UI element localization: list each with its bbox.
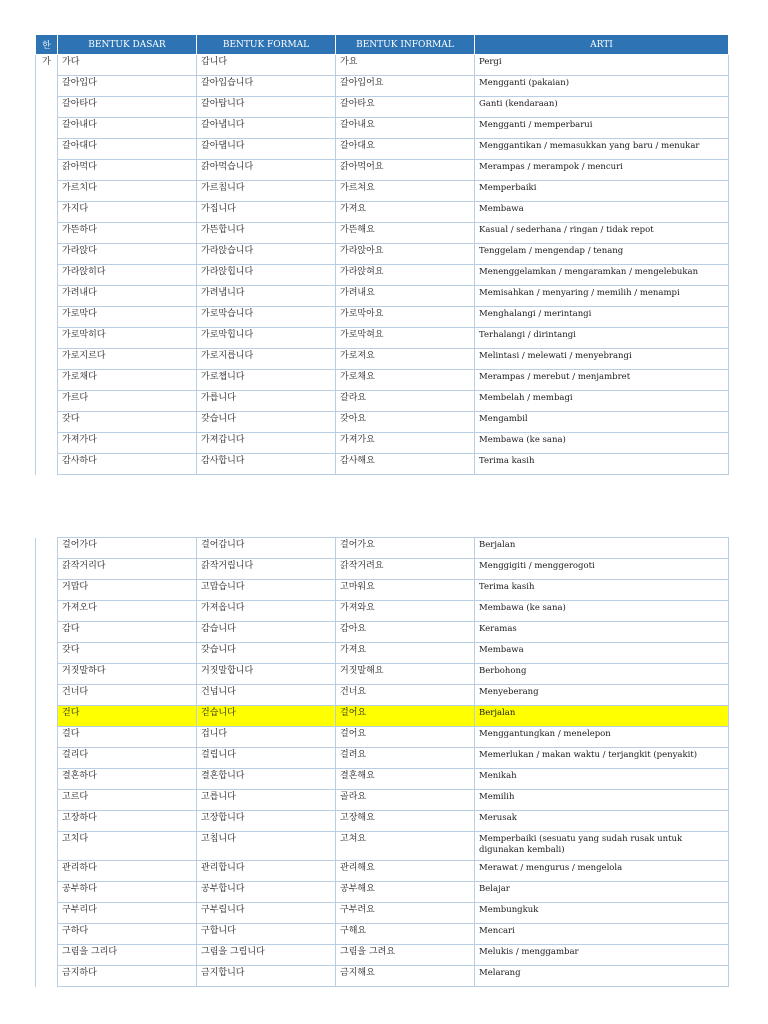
group-index-cell	[36, 160, 58, 181]
cell-bentuk-dasar: 구하다	[58, 924, 197, 945]
cell-bentuk-dasar: 건너다	[58, 685, 197, 706]
table-row	[36, 882, 729, 903]
cell-bentuk-informal: 가려내요	[336, 286, 475, 307]
cell-bentuk-dasar: 갈아입다	[58, 76, 197, 97]
cell-arti: Berjalan	[475, 706, 729, 727]
cell-bentuk-formal: 가르칩니다	[197, 181, 336, 202]
cell-bentuk-dasar: 거맙다	[58, 580, 197, 601]
group-index-cell	[36, 265, 58, 286]
cell-bentuk-informal: 가로막아요	[336, 307, 475, 328]
cell-bentuk-dasar: 걸어가다	[58, 538, 197, 559]
cell-bentuk-formal: 갈아입습니다	[197, 76, 336, 97]
cell-bentuk-dasar: 고치다	[58, 832, 197, 861]
cell-bentuk-formal: 금지합니다	[197, 966, 336, 987]
group-index-cell	[36, 538, 58, 559]
cell-arti: Melarang	[475, 966, 729, 987]
cell-bentuk-informal: 가라앉혀요	[336, 265, 475, 286]
table-row	[36, 244, 729, 265]
cell-bentuk-informal: 가요	[336, 55, 475, 76]
cell-bentuk-informal: 가져와요	[336, 601, 475, 622]
cell-bentuk-informal: 가르쳐요	[336, 181, 475, 202]
cell-arti: Memilih	[475, 790, 729, 811]
cell-bentuk-dasar: 가라앉히다	[58, 265, 197, 286]
cell-arti: Membungkuk	[475, 903, 729, 924]
cell-bentuk-formal: 가릅니다	[197, 391, 336, 412]
cell-bentuk-formal: 걷습니다	[197, 706, 336, 727]
group-index-cell	[36, 412, 58, 433]
table-row	[36, 966, 729, 987]
table-row	[36, 748, 729, 769]
table-row	[36, 433, 729, 454]
group-index-cell	[36, 328, 58, 349]
cell-bentuk-dasar: 고르다	[58, 790, 197, 811]
cell-bentuk-formal: 갉아먹습니다	[197, 160, 336, 181]
cell-bentuk-formal: 구부립니다	[197, 903, 336, 924]
cell-bentuk-formal: 가려냅니다	[197, 286, 336, 307]
cell-bentuk-informal: 감아요	[336, 622, 475, 643]
cell-arti: Ganti (kendaraan)	[475, 97, 729, 118]
cell-bentuk-dasar: 갖다	[58, 412, 197, 433]
cell-bentuk-informal: 가라앉아요	[336, 244, 475, 265]
cell-bentuk-formal: 가집니다	[197, 202, 336, 223]
cell-bentuk-formal: 건넙니다	[197, 685, 336, 706]
group-index-cell	[36, 748, 58, 769]
cell-arti: Melukis / menggambar	[475, 945, 729, 966]
table-row	[36, 706, 729, 727]
cell-bentuk-dasar: 가르다	[58, 391, 197, 412]
cell-arti: Merampas / merebut / menjambret	[475, 370, 729, 391]
cell-arti: Terima kasih	[475, 454, 729, 475]
group-index-cell	[36, 966, 58, 987]
cell-bentuk-formal: 겁니다	[197, 727, 336, 748]
cell-arti: Memerlukan / makan waktu / terjangkit (penyakit)	[475, 748, 729, 769]
table-row	[36, 223, 729, 244]
cell-bentuk-dasar: 가로지르다	[58, 349, 197, 370]
cell-bentuk-formal: 갖습니다	[197, 643, 336, 664]
cell-bentuk-informal: 고마워요	[336, 580, 475, 601]
cell-bentuk-dasar: 걸리다	[58, 748, 197, 769]
group-index-cell	[36, 433, 58, 454]
cell-bentuk-informal: 갉아먹어요	[336, 160, 475, 181]
cell-arti: Terima kasih	[475, 580, 729, 601]
cell-bentuk-formal: 가라앉힙니다	[197, 265, 336, 286]
cell-bentuk-dasar: 갖다	[58, 643, 197, 664]
header-bentuk-formal: BENTUK FORMAL	[197, 35, 336, 55]
cell-arti: Berbohong	[475, 664, 729, 685]
cell-bentuk-informal: 골라요	[336, 790, 475, 811]
cell-bentuk-dasar: 갈아대다	[58, 139, 197, 160]
cell-bentuk-formal: 갈아냅니다	[197, 118, 336, 139]
cell-arti: Membelah / membagi	[475, 391, 729, 412]
header-arti: ARTI	[475, 35, 729, 55]
cell-bentuk-informal: 구해요	[336, 924, 475, 945]
group-index-cell	[36, 790, 58, 811]
cell-bentuk-formal: 고맙습니다	[197, 580, 336, 601]
group-index-cell	[36, 391, 58, 412]
cell-arti: Menggantungkan / menelepon	[475, 727, 729, 748]
cell-bentuk-dasar: 가다	[58, 55, 197, 76]
group-index-cell	[36, 685, 58, 706]
table-body-2	[36, 538, 729, 987]
cell-bentuk-informal: 갈아입어요	[336, 76, 475, 97]
table-row	[36, 559, 729, 580]
group-index-cell	[36, 97, 58, 118]
cell-arti: Kasual / sederhana / ringan / tidak repot	[475, 223, 729, 244]
cell-arti: Tenggelam / mengendap / tenang	[475, 244, 729, 265]
cell-bentuk-informal: 고장해요	[336, 811, 475, 832]
cell-bentuk-dasar: 관리하다	[58, 861, 197, 882]
group-index-cell	[36, 811, 58, 832]
cell-bentuk-dasar: 가려내다	[58, 286, 197, 307]
table-row	[36, 286, 729, 307]
cell-bentuk-informal: 갖아요	[336, 412, 475, 433]
cell-bentuk-dasar: 갉작거리다	[58, 559, 197, 580]
group-index-cell	[36, 559, 58, 580]
table-row	[36, 328, 729, 349]
cell-bentuk-informal: 걸어요	[336, 706, 475, 727]
vocab-section-2	[35, 537, 729, 987]
group-index-cell	[36, 601, 58, 622]
vocab-table-2	[35, 537, 729, 987]
cell-bentuk-informal: 가져가요	[336, 433, 475, 454]
cell-bentuk-formal: 갖습니다	[197, 412, 336, 433]
header-bentuk-dasar: BENTUK DASAR	[58, 35, 197, 55]
cell-bentuk-dasar: 가져오다	[58, 601, 197, 622]
table-row	[36, 811, 729, 832]
group-index-cell	[36, 286, 58, 307]
group-index-cell	[36, 769, 58, 790]
cell-arti: Mengganti (pakaian)	[475, 76, 729, 97]
cell-bentuk-dasar: 결혼하다	[58, 769, 197, 790]
cell-bentuk-formal: 가져갑니다	[197, 433, 336, 454]
cell-bentuk-informal: 갈아내요	[336, 118, 475, 139]
header-bentuk-informal: BENTUK INFORMAL	[336, 35, 475, 55]
group-index-cell	[36, 832, 58, 861]
group-index-cell	[36, 643, 58, 664]
group-index-cell	[36, 349, 58, 370]
cell-bentuk-dasar: 공부하다	[58, 882, 197, 903]
cell-bentuk-formal: 가져옵니다	[197, 601, 336, 622]
cell-bentuk-dasar: 갈아내다	[58, 118, 197, 139]
table-row	[36, 861, 729, 882]
table-row	[36, 76, 729, 97]
group-index-cell	[36, 118, 58, 139]
cell-bentuk-dasar: 걷다	[58, 706, 197, 727]
cell-bentuk-formal: 고릅니다	[197, 790, 336, 811]
cell-bentuk-informal: 금지해요	[336, 966, 475, 987]
cell-bentuk-dasar: 구부리다	[58, 903, 197, 924]
table-row	[36, 265, 729, 286]
table-row	[36, 601, 729, 622]
cell-arti: Membawa (ke sana)	[475, 433, 729, 454]
cell-bentuk-dasar: 가로막히다	[58, 328, 197, 349]
table-row	[36, 139, 729, 160]
cell-bentuk-dasar: 가지다	[58, 202, 197, 223]
cell-bentuk-informal: 걸어요	[336, 727, 475, 748]
cell-arti: Menggigiti / menggerogoti	[475, 559, 729, 580]
table-row	[36, 538, 729, 559]
table-row	[36, 769, 729, 790]
cell-bentuk-formal: 거짓말합니다	[197, 664, 336, 685]
table-row	[36, 160, 729, 181]
cell-bentuk-informal: 가뜬해요	[336, 223, 475, 244]
cell-bentuk-informal: 결혼해요	[336, 769, 475, 790]
group-index-cell	[36, 664, 58, 685]
cell-bentuk-informal: 걸어가요	[336, 538, 475, 559]
cell-arti: Merusak	[475, 811, 729, 832]
table-row	[36, 832, 729, 861]
cell-bentuk-dasar: 갉아먹다	[58, 160, 197, 181]
cell-bentuk-formal: 공부합니다	[197, 882, 336, 903]
cell-bentuk-informal: 감사해요	[336, 454, 475, 475]
cell-bentuk-informal: 가로채요	[336, 370, 475, 391]
table-row	[36, 55, 729, 76]
cell-bentuk-dasar: 가로막다	[58, 307, 197, 328]
cell-bentuk-formal: 갑니다	[197, 55, 336, 76]
cell-bentuk-formal: 결혼합니다	[197, 769, 336, 790]
cell-bentuk-informal: 가로막혀요	[336, 328, 475, 349]
table-row	[36, 580, 729, 601]
cell-bentuk-formal: 가로막습니다	[197, 307, 336, 328]
cell-arti: Terhalangi / dirintangi	[475, 328, 729, 349]
table-row	[36, 181, 729, 202]
cell-bentuk-formal: 가로챕니다	[197, 370, 336, 391]
cell-bentuk-informal: 고쳐요	[336, 832, 475, 861]
cell-arti: Memisahkan / menyaring / memilih / menampi	[475, 286, 729, 307]
cell-bentuk-dasar: 가르치다	[58, 181, 197, 202]
table-row	[36, 391, 729, 412]
group-index-cell	[36, 945, 58, 966]
cell-bentuk-informal: 갈라요	[336, 391, 475, 412]
table-header-row	[36, 35, 729, 55]
cell-bentuk-formal: 구합니다	[197, 924, 336, 945]
cell-arti: Mencari	[475, 924, 729, 945]
vocab-table-1	[35, 35, 729, 475]
cell-bentuk-formal: 고장합니다	[197, 811, 336, 832]
group-index-cell	[36, 924, 58, 945]
table-row	[36, 307, 729, 328]
table-row	[36, 664, 729, 685]
cell-arti: Berjalan	[475, 538, 729, 559]
cell-bentuk-informal: 가져요	[336, 202, 475, 223]
table-row	[36, 945, 729, 966]
group-index-cell	[36, 181, 58, 202]
cell-arti: Menenggelamkan / mengaramkan / mengelebukan	[475, 265, 729, 286]
group-index-cell	[36, 727, 58, 748]
cell-bentuk-formal: 고칩니다	[197, 832, 336, 861]
table-row	[36, 903, 729, 924]
cell-bentuk-formal: 감사합니다	[197, 454, 336, 475]
cell-bentuk-dasar: 감사하다	[58, 454, 197, 475]
cell-arti: Keramas	[475, 622, 729, 643]
cell-bentuk-formal: 관리합니다	[197, 861, 336, 882]
cell-arti: Menggantikan / memasukkan yang baru / menukar	[475, 139, 729, 160]
cell-arti: Melintasi / melewati / menyebrangi	[475, 349, 729, 370]
cell-bentuk-formal: 걸어갑니다	[197, 538, 336, 559]
cell-bentuk-formal: 갉작거립니다	[197, 559, 336, 580]
cell-bentuk-dasar: 거짓말하다	[58, 664, 197, 685]
group-index-cell	[36, 903, 58, 924]
table-body-1	[36, 55, 729, 475]
cell-bentuk-dasar: 가라앉다	[58, 244, 197, 265]
table-row	[36, 727, 729, 748]
cell-arti: Mengganti / memperbarui	[475, 118, 729, 139]
cell-bentuk-formal: 감습니다	[197, 622, 336, 643]
group-index-cell	[36, 223, 58, 244]
group-index-cell	[36, 370, 58, 391]
group-index-cell	[36, 454, 58, 475]
table-row	[36, 685, 729, 706]
cell-arti: Menyeberang	[475, 685, 729, 706]
cell-bentuk-informal: 그림을 그려요	[336, 945, 475, 966]
cell-arti: Pergi	[475, 55, 729, 76]
table-row	[36, 924, 729, 945]
cell-bentuk-informal: 가로져요	[336, 349, 475, 370]
cell-bentuk-formal: 가로지릅니다	[197, 349, 336, 370]
cell-bentuk-formal: 갈아댑니다	[197, 139, 336, 160]
cell-bentuk-dasar: 가로채다	[58, 370, 197, 391]
cell-bentuk-formal: 가뜬합니다	[197, 223, 336, 244]
table-row	[36, 349, 729, 370]
group-index-cell	[36, 861, 58, 882]
header-index: 한	[36, 35, 58, 55]
cell-arti: Membawa	[475, 202, 729, 223]
cell-bentuk-dasar: 가뜬하다	[58, 223, 197, 244]
cell-bentuk-informal: 건너요	[336, 685, 475, 706]
cell-bentuk-formal: 그림을 그립니다	[197, 945, 336, 966]
group-index-cell	[36, 622, 58, 643]
table-row	[36, 790, 729, 811]
cell-bentuk-dasar: 걸다	[58, 727, 197, 748]
cell-bentuk-formal: 갈아탑니다	[197, 97, 336, 118]
group-index-cell	[36, 580, 58, 601]
cell-arti: Merampas / merampok / mencuri	[475, 160, 729, 181]
cell-bentuk-formal: 걸립니다	[197, 748, 336, 769]
group-index-cell	[36, 139, 58, 160]
cell-arti: Merawat / mengurus / mengelola	[475, 861, 729, 882]
cell-arti: Membawa (ke sana)	[475, 601, 729, 622]
cell-bentuk-formal: 가라앉습니다	[197, 244, 336, 265]
cell-bentuk-dasar: 감다	[58, 622, 197, 643]
cell-arti: Belajar	[475, 882, 729, 903]
cell-bentuk-informal: 거짓말해요	[336, 664, 475, 685]
cell-bentuk-informal: 가져요	[336, 643, 475, 664]
cell-bentuk-informal: 갈아대요	[336, 139, 475, 160]
group-index-cell: 가	[36, 55, 58, 76]
table-row	[36, 643, 729, 664]
cell-bentuk-dasar: 갈아타다	[58, 97, 197, 118]
cell-bentuk-formal: 가로막힙니다	[197, 328, 336, 349]
cell-bentuk-informal: 걸려요	[336, 748, 475, 769]
cell-bentuk-dasar: 가져가다	[58, 433, 197, 454]
cell-bentuk-informal: 갉작거려요	[336, 559, 475, 580]
cell-bentuk-informal: 공부해요	[336, 882, 475, 903]
table-row	[36, 118, 729, 139]
group-index-cell	[36, 202, 58, 223]
group-index-cell	[36, 307, 58, 328]
group-index-cell	[36, 244, 58, 265]
cell-arti: Menghalangi / merintangi	[475, 307, 729, 328]
cell-bentuk-informal: 관리해요	[336, 861, 475, 882]
cell-bentuk-dasar: 그림을 그리다	[58, 945, 197, 966]
cell-bentuk-informal: 갈아타요	[336, 97, 475, 118]
table-row	[36, 202, 729, 223]
group-index-cell	[36, 706, 58, 727]
cell-arti: Menikah	[475, 769, 729, 790]
cell-bentuk-dasar: 금지하다	[58, 966, 197, 987]
cell-arti: Memperbaiki	[475, 181, 729, 202]
cell-bentuk-informal: 구부려요	[336, 903, 475, 924]
table-row	[36, 454, 729, 475]
table-row	[36, 97, 729, 118]
table-row	[36, 412, 729, 433]
table-row	[36, 370, 729, 391]
cell-arti: Membawa	[475, 643, 729, 664]
cell-bentuk-dasar: 고장하다	[58, 811, 197, 832]
vocab-section-1	[35, 35, 729, 475]
group-index-cell	[36, 882, 58, 903]
cell-arti: Mengambil	[475, 412, 729, 433]
cell-arti: Memperbaiki (sesuatu yang sudah rusak untuk digunakan kembali)	[475, 832, 729, 861]
group-index-cell	[36, 76, 58, 97]
table-row	[36, 622, 729, 643]
